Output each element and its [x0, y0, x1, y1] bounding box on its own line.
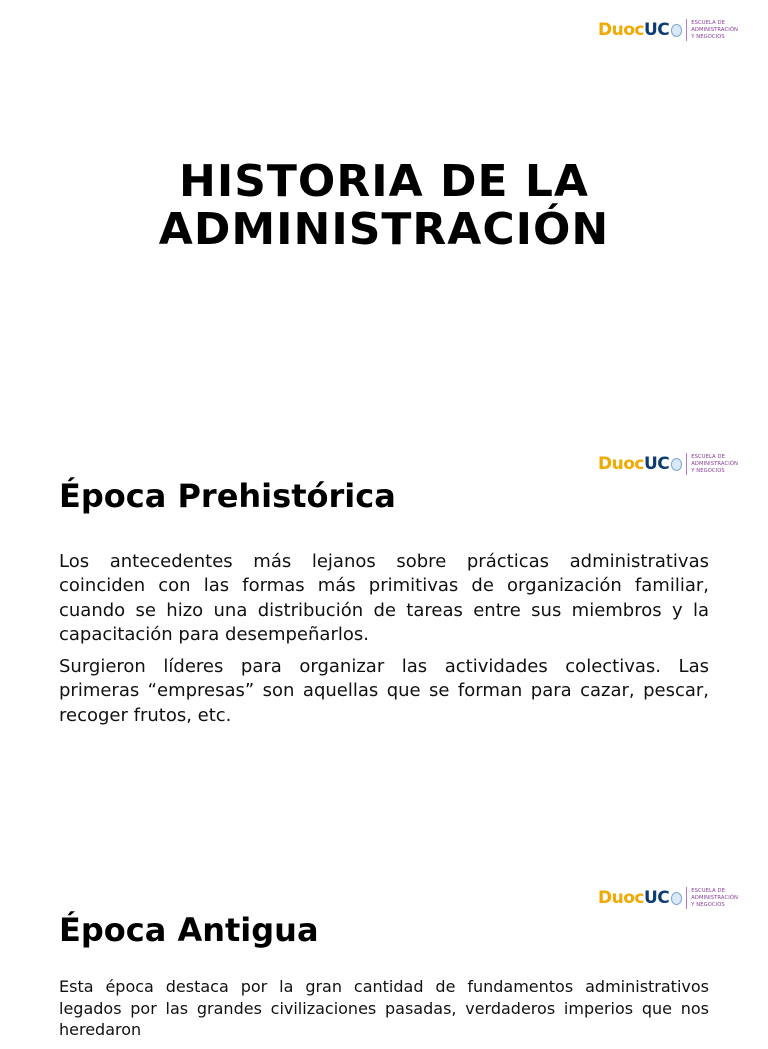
title-slide: [0, 0, 768, 432]
logo-school-line3: Y NEGOCIOS: [691, 467, 725, 474]
logo-seal-icon: [671, 458, 682, 471]
logo-school-line2: ADMINISTRACIÓN: [691, 460, 738, 467]
logo-school-name: [691, 20, 738, 41]
logo-uc-text: UC: [643, 887, 670, 908]
duocuc-logo: [598, 885, 738, 911]
logo-seal-icon: [671, 892, 682, 905]
body-paragraph: Surgieron líderes para organizar las actividades colectivas. Las primeras “empresas” son aquellas que se forman para cazar, pescar, recoger frutos, etc.: [59, 656, 709, 726]
logo-school-line1: ESCUELA DE: [691, 19, 725, 26]
main-title-line2: ADMINISTRACIÓN: [158, 204, 610, 255]
section-body: [59, 976, 709, 1049]
logo-school-line2: ADMINISTRACIÓN: [691, 26, 738, 33]
prehistoric-slide: [0, 434, 768, 866]
duocuc-logo: [598, 17, 738, 43]
logo-duoc-text: Duoc: [598, 19, 644, 40]
section-title: Época Prehistórica: [59, 477, 396, 515]
logo-separator: [686, 887, 687, 909]
logo-duoc-text: Duoc: [598, 453, 644, 474]
logo-seal-icon: [671, 24, 682, 37]
logo-uc-text: UC: [643, 453, 670, 474]
logo-school-line2: ADMINISTRACIÓN: [691, 894, 738, 901]
logo-school-name: [691, 888, 738, 909]
logo-school-line1: ESCUELA DE: [691, 887, 725, 894]
logo-school-line1: ESCUELA DE: [691, 453, 725, 460]
section-title: Época Antigua: [59, 911, 319, 949]
main-title-line1: HISTORIA DE LA: [179, 156, 589, 207]
logo-school-name: [691, 454, 738, 475]
logo-separator: [686, 453, 687, 475]
logo-uc-text: UC: [643, 19, 670, 40]
body-paragraph: Esta época destaca por la gran cantidad de fundamentos administrativos legados por las grandes civilizaciones pasadas, verdaderos imperios que nos heredaron: [59, 977, 709, 1039]
logo-school-line3: Y NEGOCIOS: [691, 33, 725, 40]
section-body: [59, 550, 709, 736]
duocuc-logo: [598, 451, 738, 477]
logo-school-line3: Y NEGOCIOS: [691, 901, 725, 908]
ancient-slide: [0, 868, 768, 1039]
body-paragraph: Los antecedentes más lejanos sobre prácticas administrativas coinciden con las formas más primitivas de organización familiar, cuando se hizo una distribución de tareas entre sus miembros y la capacitación para desempeñarlos.: [59, 551, 709, 645]
logo-duoc-text: Duoc: [598, 887, 644, 908]
logo-separator: [686, 19, 687, 41]
main-title: [0, 158, 768, 254]
